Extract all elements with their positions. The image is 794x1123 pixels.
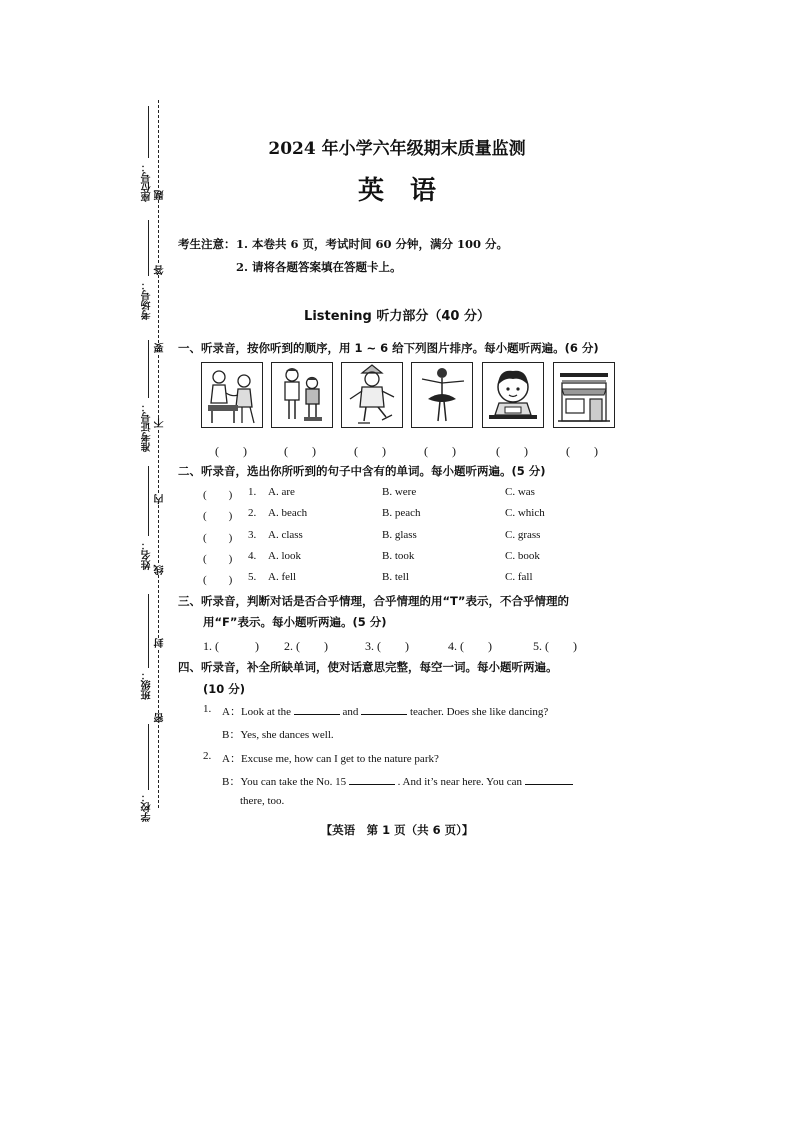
picture-6 [553,362,615,428]
q2-4-option-a[interactable]: A. look [268,550,301,562]
exam-no-blank-line [148,220,149,276]
q2-4-option-c[interactable]: C. book [505,550,540,562]
section-4-title-line-2: (10 分) [203,682,246,696]
q4-2-line-b [222,773,573,789]
girl-skating-icon [342,363,402,427]
q4-2-blank-2[interactable] [525,774,573,785]
picture-4-answer[interactable]: ( ) [424,444,456,458]
q2-2-paren[interactable]: ( ) [203,510,233,522]
q2-5-option-b[interactable]: B. tell [382,571,409,583]
seal-word: 封 [155,638,166,648]
picture-1-answer[interactable]: ( ) [215,444,247,458]
exam-title: 2024 年小学六年级期末质量监测 [268,139,526,159]
exam-no-label: 考场号： [142,280,153,320]
notice-label: 考生注意： [178,237,236,251]
q2-2-num: 2. [248,507,257,519]
q4-2-text-b1: B：You can take the No. 15 [222,776,347,788]
q3-2-answer[interactable]: 2. ( ) [284,639,328,653]
class-blank-line [148,594,149,668]
q4-2-line-a: A：Excuse me, how can I get to the nature park? [222,753,439,765]
picture-3 [341,362,403,428]
picture-6-answer[interactable]: ( ) [566,444,598,458]
seal-word: 密 [155,713,166,723]
q3-1-answer[interactable]: 1. ( ) [203,639,259,653]
section-3-title-line-1: 三、听录音，判断对话是否合乎情理，合乎情理的用“T”表示，不合乎情理的 [178,594,569,608]
picture-5-answer[interactable]: ( ) [496,444,528,458]
q4-2-number: 2. [203,750,212,762]
q4-1-text-a1: A：Look at the [222,706,292,718]
q2-5-option-c[interactable]: C. fall [505,571,533,583]
q3-5-answer[interactable]: 5. ( ) [533,639,577,653]
seal-word: 不 [155,418,166,428]
ballet-dancer-icon [412,363,472,427]
q2-3-option-a[interactable]: A. class [268,529,303,541]
q2-5-option-a[interactable]: A. fell [268,571,297,583]
class-label: 班级： [142,670,153,700]
section-2-title: 二、听录音，选出你所听到的句子中含有的单词。每小题听两遍。(5 分) [178,464,546,478]
picture-5 [482,362,544,428]
q2-3-option-c[interactable]: C. grass [505,529,541,541]
name-blank-line [148,466,149,536]
q4-1-text-a3: teacher. Does she like dancing? [409,706,549,718]
part-title: Listening 听力部分（40 分） [304,309,490,324]
q2-4-num: 4. [248,550,257,562]
q2-1-paren[interactable]: ( ) [203,489,233,501]
q4-1-line-a [222,703,548,719]
q2-1-num: 1. [248,486,257,498]
seal-word: 要 [155,343,166,353]
picture-2-answer[interactable]: ( ) [284,444,316,458]
seal-word: 题 [155,190,166,200]
section-3-title-line-2: 用“F”表示。每小题听两遍。(5 分) [203,615,387,629]
seal-word: 内 [155,494,166,504]
q2-5-paren[interactable]: ( ) [203,574,233,586]
q2-4-option-b[interactable]: B. took [382,550,415,562]
subject-title: 英 语 [357,176,436,206]
admission-blank-line [148,340,149,398]
q2-2-option-a[interactable]: A. beach [268,507,308,519]
school-label: 学校： [142,792,153,822]
q2-5-num: 5. [248,571,257,583]
seal-word: 线 [155,565,166,575]
q2-3-num: 3. [248,529,257,541]
q2-1-option-a[interactable]: A. are [268,486,295,498]
page-footer: 【英语 第 1 页（共 6 页）】 [320,823,474,837]
two-boys-icon [272,363,332,427]
q2-3-paren[interactable]: ( ) [203,532,233,544]
q2-3-option-b[interactable]: B. glass [382,529,417,541]
q4-2-text-b2: . And it’s near here. You can [397,776,522,788]
q2-1-option-b[interactable]: B. were [382,486,417,498]
name-label: 姓名： [142,540,153,570]
doctor-patient-icon [202,363,262,427]
q2-2-option-c[interactable]: C. which [505,507,545,519]
q2-1-option-c[interactable]: C. was [505,486,535,498]
notice-item-2: 2. 请将各题答案填在答题卡上。 [236,260,402,274]
notice-item-1: 1. 本卷共 6 页，考试时间 60 分钟，满分 100 分。 [236,237,509,251]
picture-1 [201,362,263,428]
q4-1-blank-1[interactable] [294,704,340,715]
picture-4 [411,362,473,428]
q4-2-line-b-cont: there, too. [240,795,285,807]
q2-4-paren[interactable]: ( ) [203,553,233,565]
picture-3-answer[interactable]: ( ) [354,444,386,458]
picture-2 [271,362,333,428]
q3-4-answer[interactable]: 4. ( ) [448,639,492,653]
q4-1-number: 1. [203,703,212,715]
admission-label: 准考证号： [142,402,153,452]
q2-2-option-b[interactable]: B. peach [382,507,421,519]
seat-label: 座位号： [142,162,153,202]
section-4-title-line-1: 四、听录音，补全所缺单词，使对话意思完整，每空一词。每小题听两遍。 [178,660,558,674]
q3-3-answer[interactable]: 3. ( ) [365,639,409,653]
q4-1-line-b: B：Yes, she dances well. [222,729,334,741]
seal-word: 答 [155,265,166,275]
q4-2-blank-1[interactable] [349,774,395,785]
q4-1-text-a2: and [342,706,359,718]
boy-writing-icon [483,363,543,427]
section-1-title: 一、听录音，按你听到的顺序，用 1 ~ 6 给下列图片排序。每小题听两遍。(6 分) [178,341,599,355]
q4-1-blank-2[interactable] [361,704,407,715]
shop-building-icon [554,363,614,427]
school-blank-line [148,724,149,790]
